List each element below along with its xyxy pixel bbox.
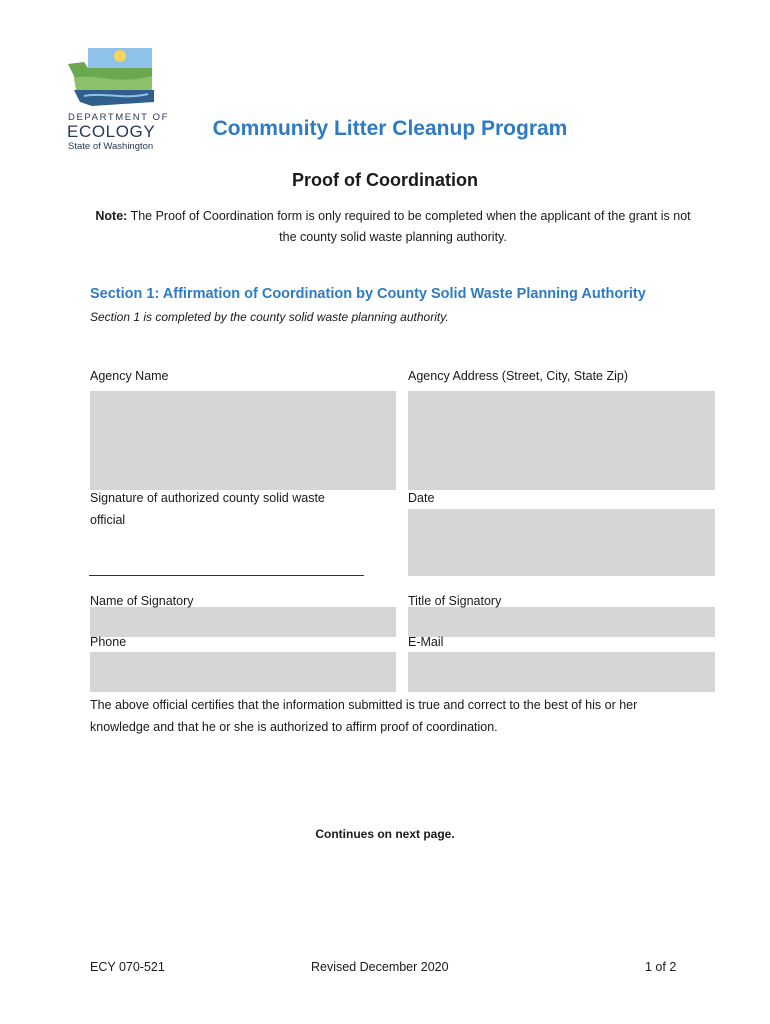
- agency-name-field[interactable]: [90, 391, 396, 490]
- agency-address-field[interactable]: [408, 391, 715, 490]
- logo-water: [74, 90, 154, 106]
- continues-note: Continues on next page.: [315, 827, 455, 841]
- certification-text: The above official certifies that the information submitted is true and correct to the best of his or her knowledge and that he or she is authorized to affirm proof of coordination.: [90, 698, 638, 734]
- signature-label-line2: official: [90, 513, 126, 527]
- logo-ecology-text: ECOLOGY: [67, 122, 156, 141]
- signature-label-line1: Signature of authorized county solid waste: [90, 491, 325, 505]
- signatory-title-field[interactable]: [408, 607, 715, 637]
- signatory-name-field[interactable]: [90, 607, 396, 637]
- email-label: E-Mail: [408, 635, 444, 649]
- date-field[interactable]: [408, 509, 715, 576]
- email-field[interactable]: [408, 652, 715, 692]
- footer-revised: Revised December 2020: [311, 960, 449, 974]
- note-text: The Proof of Coordination form is only required to be completed when the applicant of the grant is not the county solid waste planning authority.: [130, 209, 691, 244]
- footer-form-number: ECY 070-521: [90, 960, 165, 974]
- date-label: Date: [408, 491, 435, 505]
- signatory-name-label: Name of Signatory: [90, 594, 194, 608]
- section-1-subtitle: Section 1 is completed by the county solid waste planning authority.: [90, 310, 449, 324]
- signature-line[interactable]: [89, 575, 364, 576]
- logo-state-text: State of Washington: [68, 141, 154, 152]
- document-subtitle: Proof of Coordination: [292, 170, 478, 190]
- logo-department-text: DEPARTMENT OF: [68, 112, 170, 123]
- footer-page-number: 1 of 2: [645, 960, 677, 974]
- logo-sun: [114, 50, 126, 62]
- phone-label: Phone: [90, 635, 127, 649]
- document-title: Community Litter Cleanup Program: [212, 117, 568, 140]
- agency-name-label: Agency Name: [90, 369, 169, 383]
- section-1-title: Section 1: Affirmation of Coordination by County Solid Waste Planning Authority: [90, 286, 646, 302]
- agency-address-label: Agency Address (Street, City, State Zip): [408, 369, 628, 383]
- phone-field[interactable]: [90, 652, 396, 692]
- note-paragraph: [88, 206, 698, 248]
- note-label: Note:: [95, 209, 128, 223]
- signatory-title-label: Title of Signatory: [408, 594, 502, 608]
